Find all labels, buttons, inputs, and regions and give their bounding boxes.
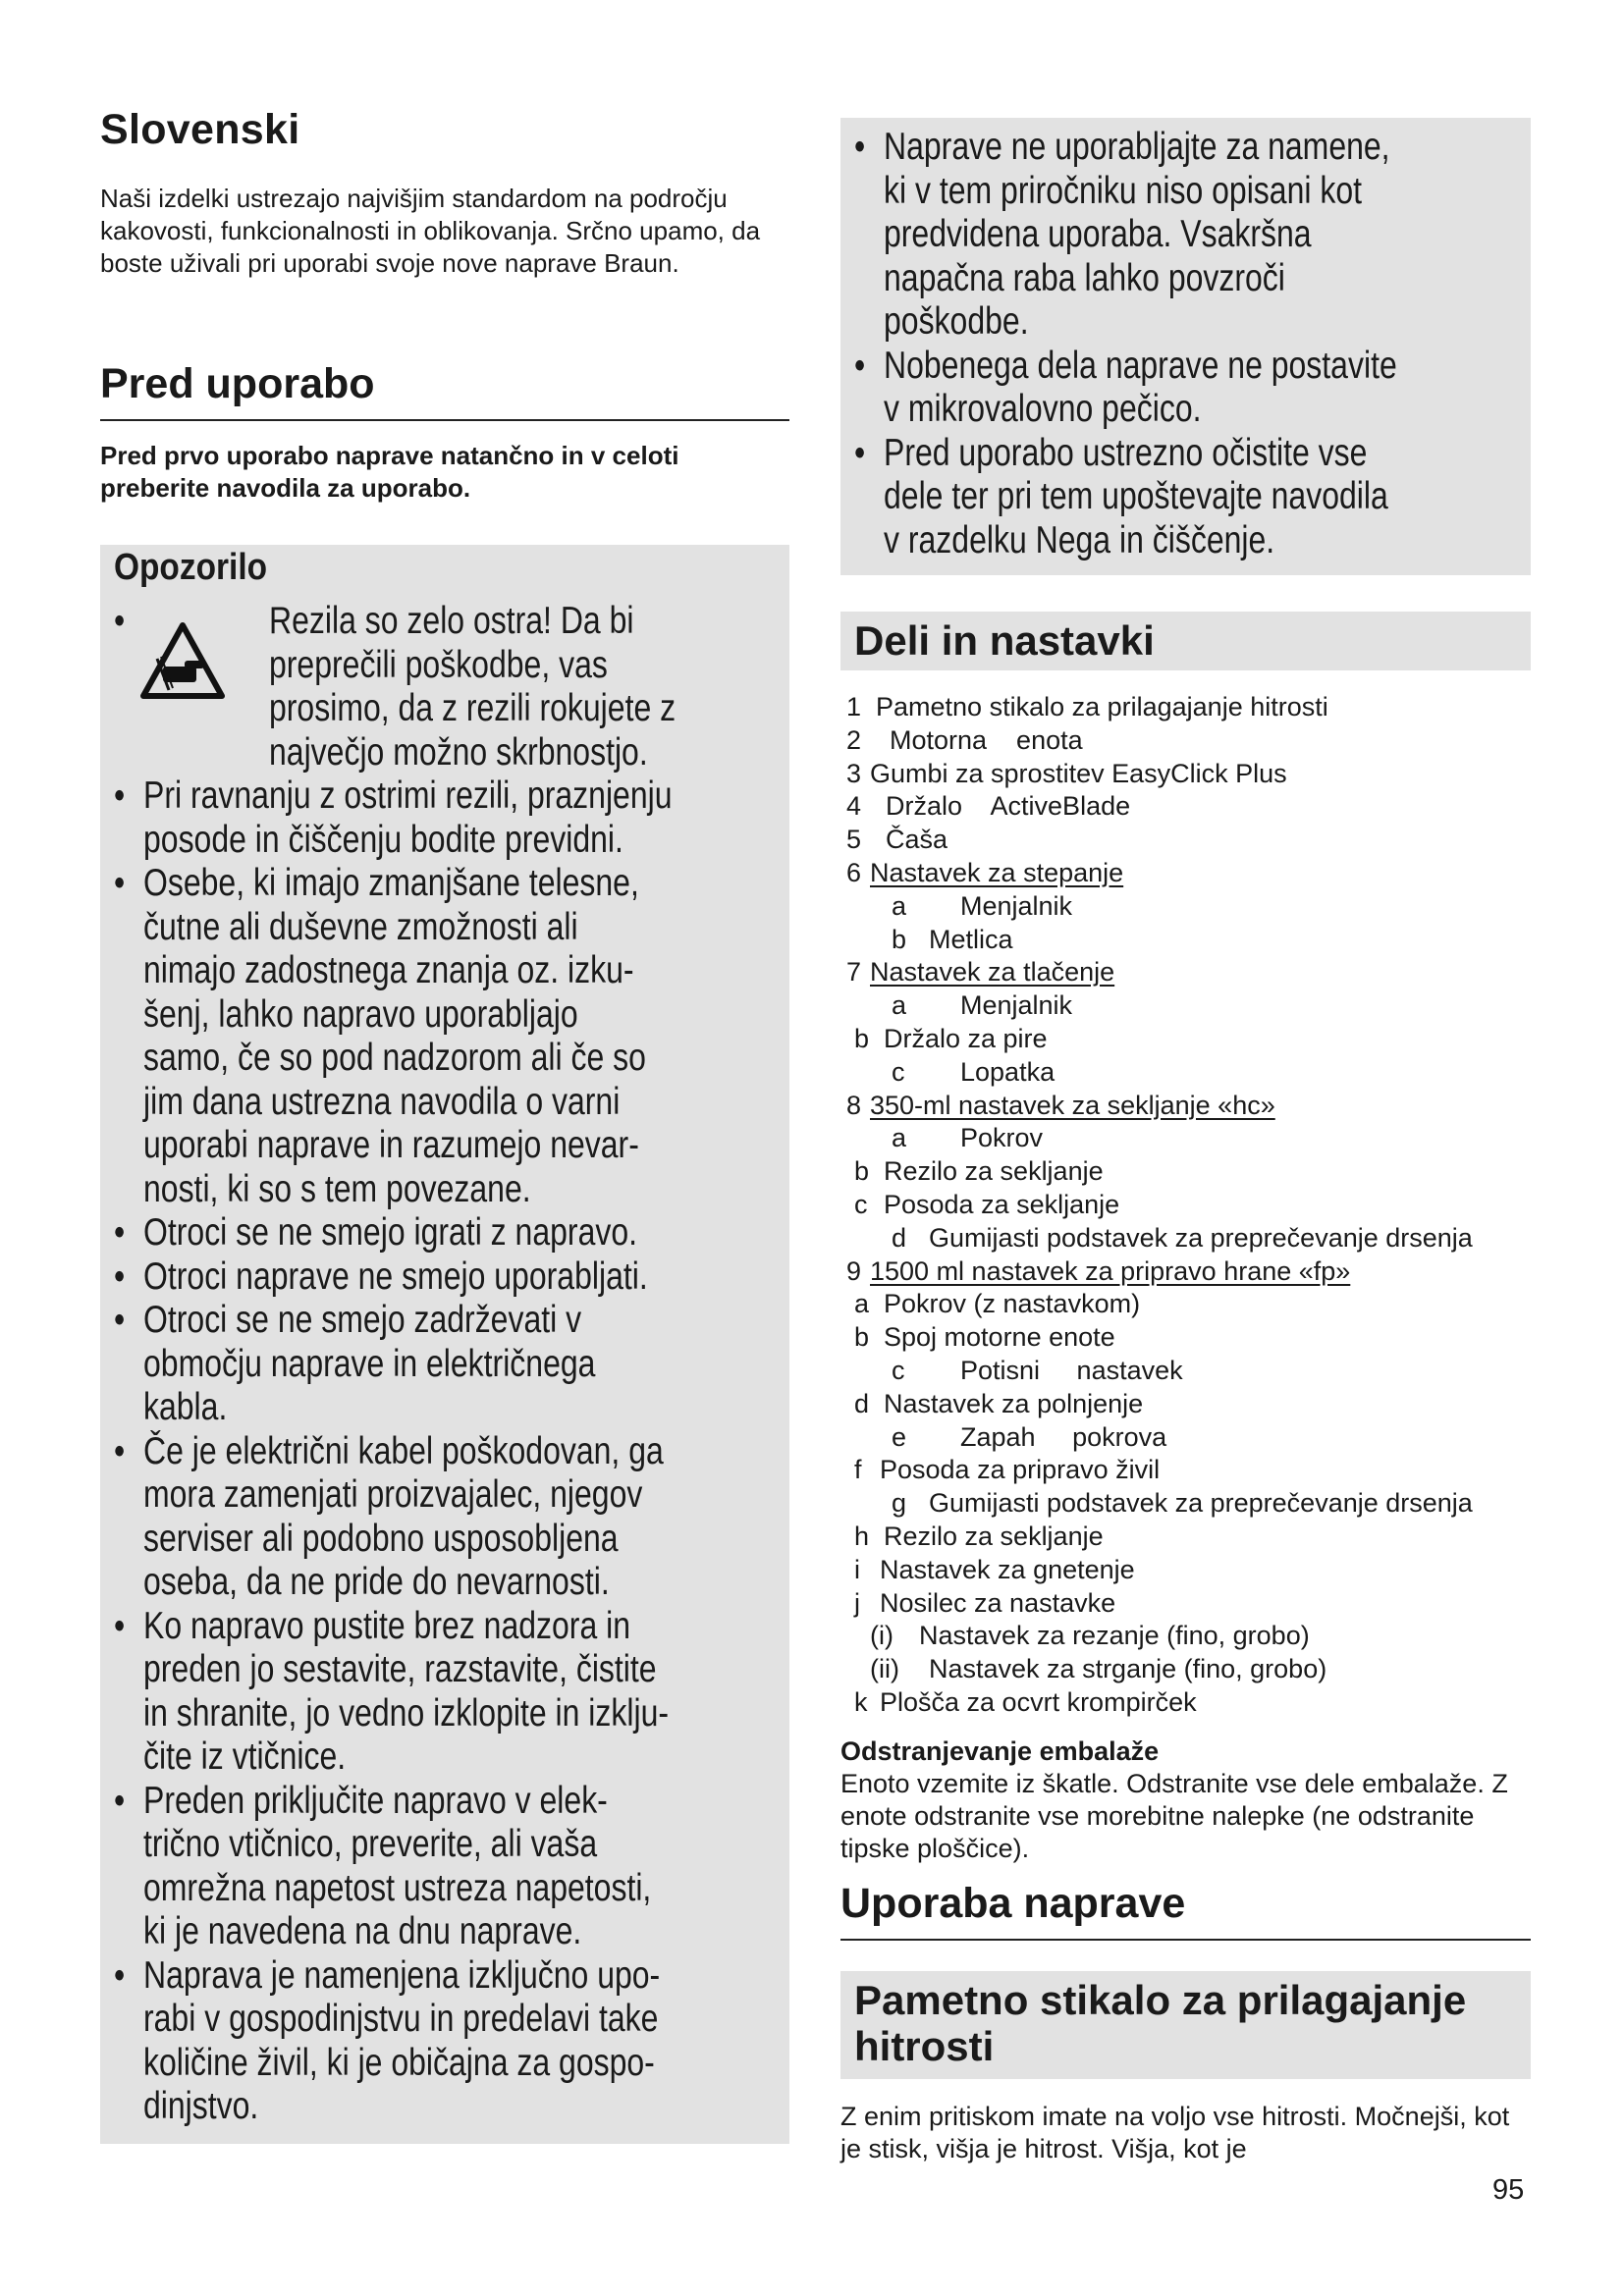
parts-item-key: f (854, 1455, 862, 1485)
parts-item-key: 9 (846, 1255, 862, 1286)
parts-item-key: d (892, 1222, 907, 1253)
warning-line: posode in čiščenju bodite previdni. (143, 818, 623, 861)
warning-line: preprečili poškodbe, vas (269, 643, 608, 686)
parts-item-label: Posoda za pripravo živil (880, 1455, 1161, 1485)
warning-line: poškodbe. (884, 300, 1029, 343)
warning-line: Pri ravnanju z ostrimi rezili, praznjenju (143, 774, 673, 817)
parts-item-key: b (892, 924, 907, 954)
warning-first-item: • (114, 600, 126, 642)
warning-line: Pred uporabo ustrezno očistite vse (884, 431, 1368, 474)
odstranjevanje-text: Enoto vzemite iz škatle. Odstranite vse dele embalaže. Z enote odstranite vse morebitne nalepke (ne odstranite tipske ploščice). (840, 1769, 1508, 1863)
warning-line: kabla. (143, 1386, 228, 1428)
warning-line: največjo možno skrbnostjo. (269, 730, 648, 774)
bullet: • (854, 344, 866, 387)
bullet: • (114, 1299, 126, 1341)
parts-item-key: c (854, 1190, 868, 1219)
warning-line: nosti, ki so s tem povezane. (143, 1167, 531, 1210)
section-divider (840, 1939, 1531, 1941)
warning-line: preden jo sestavite, razstavite, čistite (143, 1648, 657, 1690)
parts-item-label: Rezilo za sekljanje (884, 1522, 1104, 1551)
parts-item-label: Nastavek za stepanje (870, 858, 1124, 887)
bullet: • (854, 431, 866, 474)
parts-item-key: a (892, 890, 907, 921)
smart-switch-text: Z enim pritiskom imate na voljo vse hitrosti. Močnejši, kot je stisk, višja je hitrost. Višja, kot je (840, 2102, 1510, 2163)
parts-item-key: c (892, 1056, 905, 1087)
parts-item-label: Plošča za ocvrt krompirček (880, 1687, 1197, 1717)
warning-line: območju naprave in električnega (143, 1342, 596, 1385)
parts-item-label: Menjalnik (960, 990, 1073, 1021)
warning-box-continued (840, 118, 1531, 575)
odstranjevanje-title: Odstranjevanje embalaže (840, 1736, 1160, 1766)
parts-item-key: a (854, 1289, 870, 1319)
warning-box (100, 545, 789, 2144)
parts-title: Deli in nastavki (854, 617, 1155, 664)
parts-item-key: b (854, 1156, 870, 1187)
warning-line: rabi v gospodinjstvu in predelavi take (143, 1998, 659, 2040)
parts-item-key: j (854, 1587, 860, 1618)
warning-line: šenj, lahko napravo uporabljajo (143, 992, 578, 1036)
warning-line: čite iz vtičnice. (143, 1735, 347, 1778)
parts-item-key: a (892, 990, 907, 1021)
warning-line: v razdelku Nega in čiščenje. (884, 518, 1275, 561)
parts-item-label: 1500 ml nastavek za pripravo hrane «fp» (870, 1255, 1351, 1286)
warning-line: Če je električni kabel poškodovan, ga (143, 1429, 664, 1472)
warning-line: ki je navedena na dnu naprave. (143, 1910, 582, 1952)
warning-line: prosimo, da z rezili rokujete z (269, 687, 677, 729)
warning-title: Opozorilo (114, 547, 268, 588)
parts-item-label: Pametno stikalo za prilagajanje hitrosti (876, 692, 1328, 721)
warning-line: uporabi naprave in razumejo nevar- (143, 1124, 639, 1166)
warning-line: oseba, da ne pride do nevarnosti. (143, 1561, 610, 1603)
warning-line: Osebe, ki imajo zmanjšane telesne, (143, 862, 639, 904)
uporaba-title: Uporaba naprave (840, 1880, 1186, 1927)
warning-line: omrežna napetost ustreza napetosti, (143, 1866, 652, 1909)
parts-item-key: d (854, 1388, 870, 1418)
intro-paragraph: Naši izdelki ustrezajo najvišjim standardom na področju kakovosti, funkcionalnosti in oblikovanja. Srčno upamo, da boste uživali pri uporabi svoje nove naprave Braun. (100, 184, 761, 278)
warning-line: Ko napravo pustite brez nadzora in (143, 1604, 631, 1647)
parts-item-label: Držalo za pire (884, 1024, 1048, 1053)
warning-line: v mikrovalovno pečico. (884, 388, 1202, 430)
bullet: • (114, 1953, 126, 1997)
parts-heading-box (840, 612, 1531, 670)
parts-item-key: 7 (846, 957, 862, 988)
warning-line: jim dana ustrezna navodila o varni (143, 1080, 621, 1123)
warning-line: Preden priključite napravo v elek- (143, 1779, 608, 1822)
parts-item-label: Spoj motorne enote (884, 1322, 1115, 1353)
warning-line: Otroci se ne smejo igrati z napravo. (143, 1211, 638, 1254)
bullet: • (114, 1255, 126, 1298)
warning-line: napačna raba lahko povzroči (884, 256, 1285, 299)
warning-line: ki v tem priročniku niso opisani kot (884, 169, 1363, 212)
parts-item-key: h (854, 1522, 870, 1551)
bullet: • (114, 1429, 126, 1472)
warning-line: Otroci naprave ne smejo uporabljati. (143, 1255, 648, 1298)
bullet: • (114, 862, 126, 904)
warning-line: serviser ali podobno usposobljena (143, 1517, 619, 1560)
parts-item-key: c (892, 1356, 905, 1385)
bullet: • (114, 774, 126, 817)
parts-item-label: Potisni nastavek (960, 1356, 1183, 1385)
bullet: • (114, 1779, 126, 1822)
warning-line: Naprave ne uporabljajte za namene, (884, 126, 1390, 168)
parts-item-key: e (892, 1421, 907, 1452)
warning-line: čutne ali duševne zmožnosti ali (143, 905, 578, 948)
bullet: • (854, 126, 866, 168)
parts-item-key: 3 (846, 758, 862, 788)
parts-item-label: Nastavek za polnjenje (884, 1388, 1144, 1418)
warning-line: količine živil, ki je običajna za gospo- (143, 2041, 655, 2084)
parts-item-key: 4 (846, 791, 862, 822)
parts-item-key: b (854, 1322, 870, 1353)
warning-line: mora zamenjati proizvajalec, njegov (143, 1473, 643, 1516)
parts-item-label: Gumijasti podstavek za preprečevanje drsenja (929, 1488, 1473, 1519)
parts-item-key: (ii) (870, 1654, 899, 1684)
parts-item-key: 6 (846, 858, 862, 887)
parts-item-label: Nastavek za tlačenje (870, 957, 1115, 988)
warning-line: Naprava je namenjena izključno upo- (143, 1953, 661, 1997)
bullet: • (114, 1211, 126, 1254)
parts-item-label: Nastavek za rezanje (fino, grobo) (919, 1621, 1310, 1651)
warning-line: dele ter pri tem upoštevajte navodila (884, 475, 1388, 517)
warning-line: dinjstvo. (143, 2085, 259, 2127)
parts-item-label: Gumijasti podstavek za preprečevanje drsenja (929, 1222, 1473, 1253)
pred-uporabo-text: Pred prvo uporabo naprave natančno in v celoti preberite navodila za uporabo. (100, 441, 679, 503)
parts-item-label: Držalo ActiveBlade (886, 791, 1131, 822)
section-title-pred-uporabo: Pred uporabo (100, 360, 375, 407)
parts-item-label: Nastavek za strganje (fino, grobo) (929, 1654, 1327, 1684)
parts-item-key: 2 (846, 724, 862, 755)
parts-item-key: a (892, 1123, 907, 1153)
page-number: 95 (1492, 2174, 1525, 2206)
parts-item-label: Lopatka (960, 1056, 1056, 1087)
parts-item-key: g (892, 1488, 907, 1519)
parts-item-key: b (854, 1024, 870, 1053)
parts-item-label: Posoda za sekljanje (884, 1190, 1120, 1219)
section-divider (100, 419, 789, 421)
parts-item-label: Rezilo za sekljanje (884, 1156, 1104, 1187)
warning-line: trično vtičnico, preverite, ali vaša (143, 1823, 598, 1865)
parts-item-key: 8 (846, 1090, 862, 1120)
parts-item-label: Metlica (929, 924, 1013, 954)
parts-item-label: Zapah pokrova (960, 1421, 1167, 1452)
parts-item-label: Pokrov (960, 1123, 1044, 1153)
parts-item-label: Menjalnik (960, 890, 1073, 921)
parts-item-label: Gumbi za sprostitev EasyClick Plus (870, 758, 1287, 788)
parts-item-key: 5 (846, 825, 862, 855)
parts-item-key: i (854, 1554, 860, 1584)
warning-line: in shranite, jo vedno izklopite in izklju- (143, 1691, 670, 1735)
smart-switch-heading-box (840, 1971, 1531, 2079)
warning-line: Otroci se ne smejo zadrževati v (143, 1299, 582, 1341)
language-heading: Slovenski (100, 106, 300, 153)
warning-line: predvidena uporaba. Vsakršna (884, 213, 1312, 255)
parts-item-label: 350-ml nastavek za sekljanje «hc» (870, 1090, 1275, 1120)
warning-line: Rezila so zelo ostra! Da bi (269, 600, 634, 642)
smart-switch-title: Pametno stikalo za prilagajanje hitrosti (854, 1977, 1467, 2069)
parts-item-label: Pokrov (z nastavkom) (884, 1289, 1141, 1319)
bullet: • (114, 1604, 126, 1647)
hand-cut-warning-icon (139, 621, 226, 700)
parts-item-label: Motorna enota (890, 724, 1083, 755)
parts-item-label: Čaša (886, 825, 948, 855)
parts-item-label: Nastavek za gnetenje (880, 1554, 1135, 1584)
warning-line: samo, če so pod nadzorom ali če so (143, 1037, 646, 1079)
parts-item-key: (i) (870, 1621, 893, 1651)
warning-line: Nobenega dela naprave ne postavite (884, 344, 1397, 387)
warning-line: nimajo zadostnega znanja oz. izku- (143, 949, 634, 991)
parts-item-key: 1 (846, 692, 862, 721)
parts-item-label: Nosilec za nastavke (880, 1587, 1116, 1618)
parts-item-key: k (854, 1687, 868, 1717)
